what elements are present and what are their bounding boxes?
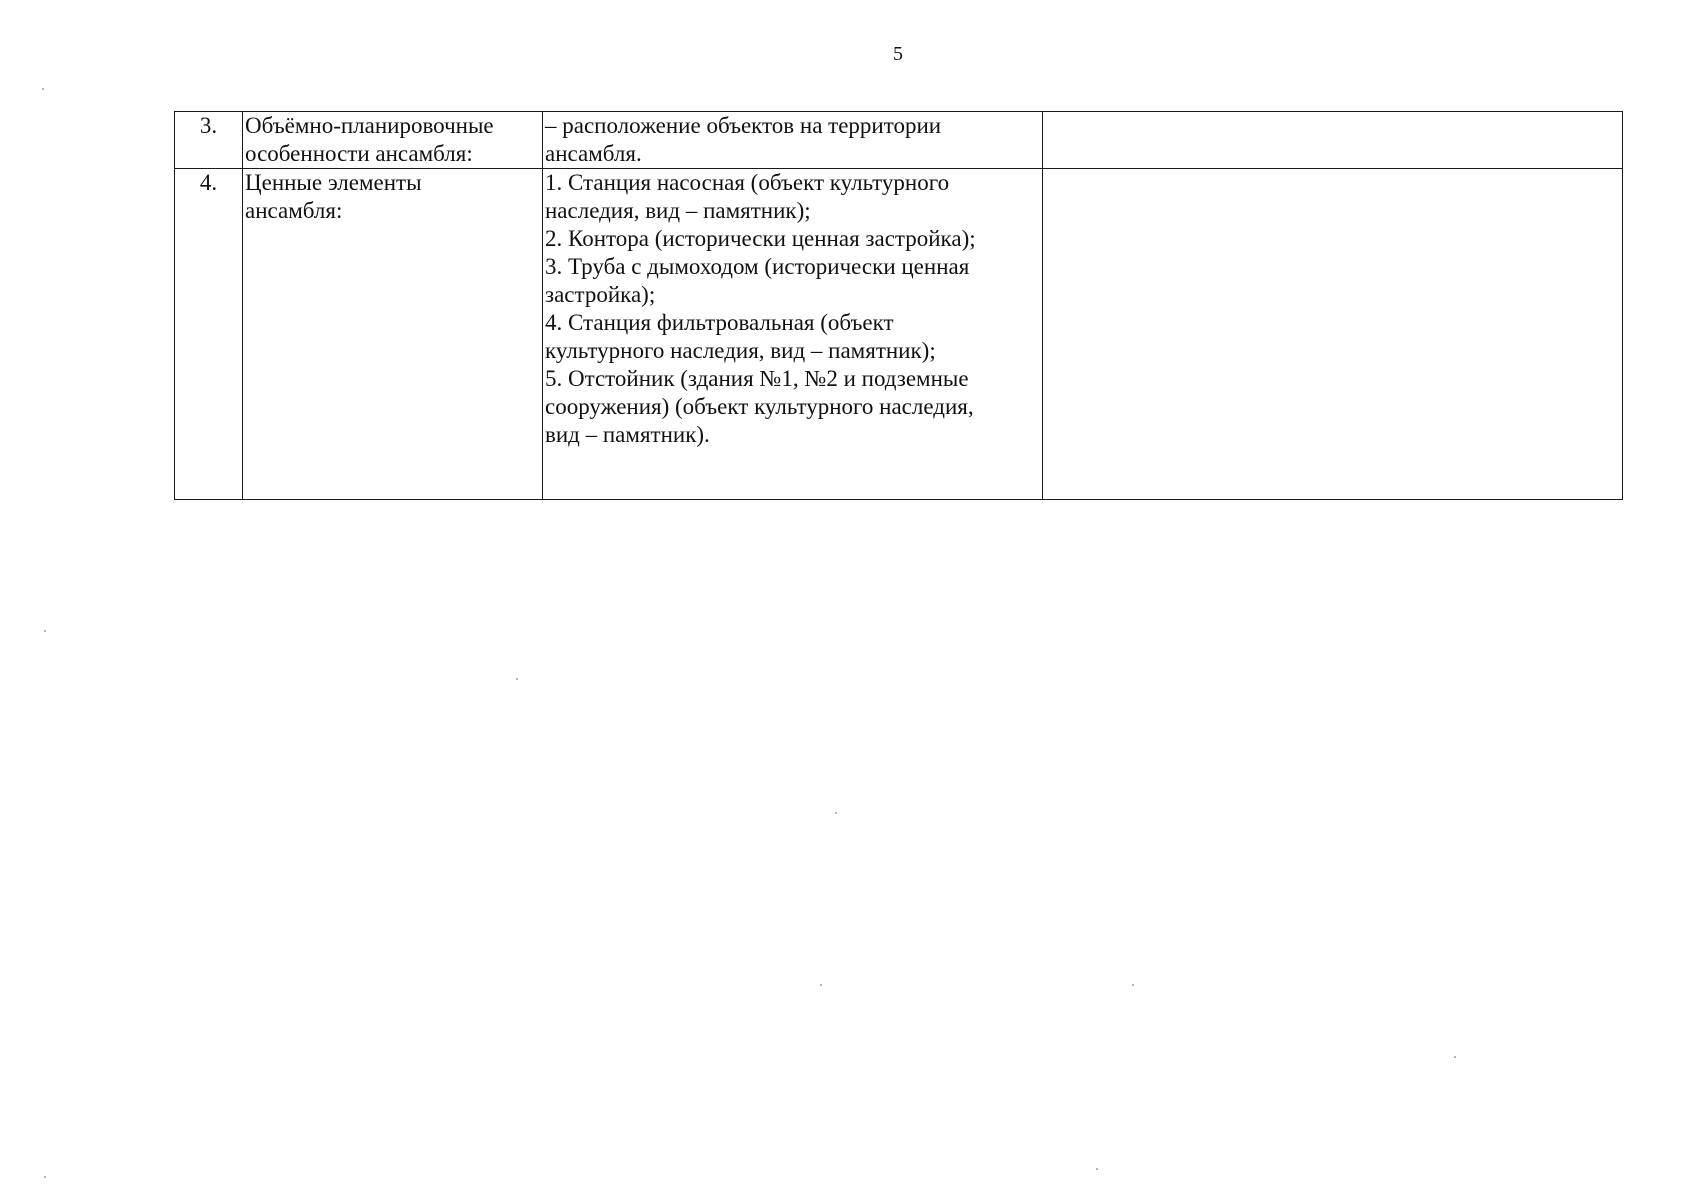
row-description-line: культурного наследия, вид – памятник);	[545, 338, 936, 363]
table-row	[175, 112, 1623, 169]
row-description-line: вид – памятник).	[545, 422, 710, 447]
row-description-cell	[543, 112, 1043, 169]
page-number: 5	[893, 43, 903, 65]
row-description-line: – расположение объектов на территории	[545, 113, 942, 138]
scan-speck	[516, 678, 518, 680]
row-description-line: 1. Станция насосная (объект культурного	[545, 170, 950, 195]
row-number-cell: 4.	[175, 169, 243, 500]
scan-speck	[835, 812, 837, 814]
row-description-line: наследия, вид – памятник);	[545, 198, 811, 223]
row-description-line: ансамбля.	[545, 141, 642, 166]
row-extra-cell	[1043, 112, 1623, 169]
row-description-line: 4. Станция фильтровальная (объект	[545, 310, 894, 335]
scan-speck	[820, 984, 822, 986]
row-description-line: сооружения) (объект культурного наследия,	[545, 394, 974, 419]
scan-speck	[1132, 984, 1134, 986]
scan-speck	[42, 88, 44, 90]
row-name-line: Объёмно-планировочные	[245, 113, 494, 138]
row-description-line: 3. Труба с дымоходом (исторически ценная	[545, 254, 970, 279]
table-row	[175, 169, 1623, 500]
row-name-line: ансамбля:	[245, 198, 343, 223]
scan-speck	[44, 630, 46, 632]
row-name-line: Ценные элементы	[245, 170, 422, 195]
row-name-line: особенности ансамбля:	[245, 141, 473, 166]
row-description-line: 5. Отстойник (здания №1, №2 и подземные	[545, 366, 969, 391]
row-description-cell	[543, 169, 1043, 500]
row-number-cell: 3.	[175, 112, 243, 169]
row-description-line: 2. Контора (исторически ценная застройка);	[545, 226, 976, 251]
row-name-cell	[243, 169, 543, 500]
ensemble-table	[174, 111, 1623, 500]
row-description-line: застройка);	[545, 282, 656, 307]
scan-speck	[1096, 1168, 1098, 1170]
row-extra-cell	[1043, 169, 1623, 500]
row-name-cell	[243, 112, 543, 169]
scan-speck	[1454, 1056, 1456, 1058]
scan-speck	[44, 1176, 46, 1178]
